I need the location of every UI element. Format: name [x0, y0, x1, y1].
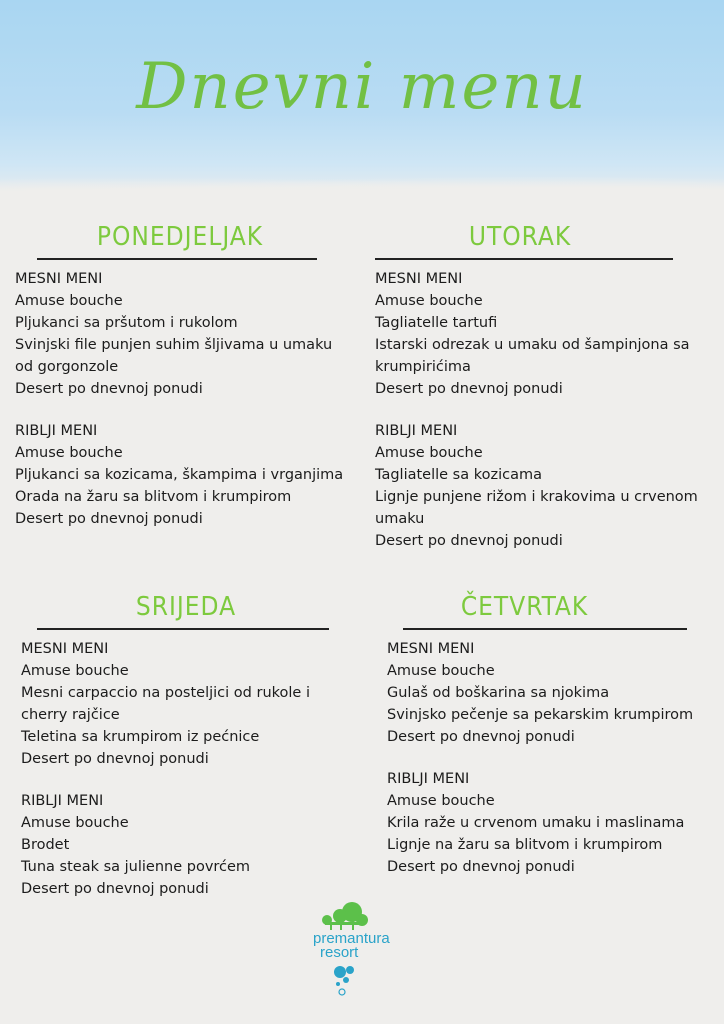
heading-divider	[37, 628, 329, 630]
menu-item: Desert po dnevnoj ponudi	[387, 729, 575, 745]
menu-item: Amuse bouche	[387, 793, 495, 809]
menu-heading: RIBLJI MENI	[21, 793, 104, 809]
day-heading: UTORAK	[468, 222, 572, 252]
menu-heading: MESNI MENI	[21, 641, 109, 657]
logo-text-premantura: premantura	[313, 930, 390, 947]
day-heading: ČETVRTAK	[460, 592, 589, 622]
premantura-resort-logo	[310, 900, 410, 1000]
menu-item: Svinjski file punjen suhim šljivama u umaku od gorgonzole	[15, 337, 333, 375]
day-heading: PONEDJELJAK	[96, 222, 264, 252]
day-heading: SRIJEDA	[135, 592, 237, 622]
menu-item: Desert po dnevnoj ponudi	[15, 381, 203, 397]
day-section-srijeda	[21, 592, 351, 920]
heading-divider	[37, 258, 317, 260]
menu-item: Pljukanci sa pršutom i rukolom	[15, 315, 238, 331]
menu-item: Orada na žaru sa blitvom i krumpirom	[15, 489, 292, 505]
menu-heading: MESNI MENI	[387, 641, 475, 657]
menu-item: Amuse bouche	[375, 293, 483, 309]
menu-item: Gulaš od boškarina sa njokima	[387, 685, 610, 701]
menu-item: Brodet	[21, 837, 70, 853]
meat-menu	[15, 268, 345, 400]
menu-item: Tagliatelle tartufi	[375, 315, 498, 331]
fish-menu	[21, 790, 351, 900]
menu-item: Amuse bouche	[15, 293, 123, 309]
menu-item: Mesni carpaccio na posteljici od rukole i cherry rajčice	[21, 685, 310, 723]
menu-item: Desert po dnevnoj ponudi	[21, 881, 209, 897]
meat-menu	[387, 638, 717, 748]
menu-item: Lignje na žaru sa blitvom i krumpirom	[387, 837, 663, 853]
heading-divider	[375, 258, 673, 260]
meat-menu	[375, 268, 705, 400]
menu-item: Krila raže u crvenom umaku i maslinama	[387, 815, 685, 831]
logo-text-resort: resort	[320, 944, 359, 961]
page-title: Dnevni menu	[136, 50, 588, 124]
menu-item: Desert po dnevnoj ponudi	[21, 751, 209, 767]
menu-heading: RIBLJI MENI	[15, 423, 98, 439]
menu-item: Desert po dnevnoj ponudi	[375, 533, 563, 549]
menu-heading: MESNI MENI	[15, 271, 103, 287]
menu-item: Amuse bouche	[21, 663, 129, 679]
fish-menu	[387, 768, 717, 878]
heading-divider	[403, 628, 687, 630]
menu-item: Lignje punjene rižom i krakovima u crvenom umaku	[375, 489, 698, 527]
day-section-ponedjeljak	[15, 222, 345, 550]
fish-menu	[375, 420, 705, 552]
menu-item: Desert po dnevnoj ponudi	[375, 381, 563, 397]
menu-item: Tagliatelle sa kozicama	[375, 467, 542, 483]
menu-heading: RIBLJI MENI	[387, 771, 470, 787]
menu-item: Amuse bouche	[21, 815, 129, 831]
menu-heading: RIBLJI MENI	[375, 423, 458, 439]
menu-item: Amuse bouche	[375, 445, 483, 461]
menu-item: Amuse bouche	[387, 663, 495, 679]
day-section-cetvrtak	[387, 592, 717, 898]
menu-item: Desert po dnevnoj ponudi	[15, 511, 203, 527]
menu-item: Pljukanci sa kozicama, škampima i vrganjima	[15, 467, 344, 483]
meat-menu	[21, 638, 351, 770]
menu-heading: MESNI MENI	[375, 271, 463, 287]
fish-menu	[15, 420, 345, 530]
menu-item: Svinjsko pečenje sa pekarskim krumpirom	[387, 707, 694, 723]
menu-item: Istarski odrezak u umaku od šampinjona sa krumpirićima	[375, 337, 690, 375]
day-section-utorak	[375, 222, 705, 572]
menu-item: Desert po dnevnoj ponudi	[387, 859, 575, 875]
menu-item: Tuna steak sa julienne povrćem	[21, 859, 251, 875]
trees-and-bubbles-logo-icon	[310, 900, 410, 1000]
menu-item: Amuse bouche	[15, 445, 123, 461]
menu-item: Teletina sa krumpirom iz pećnice	[21, 729, 260, 745]
